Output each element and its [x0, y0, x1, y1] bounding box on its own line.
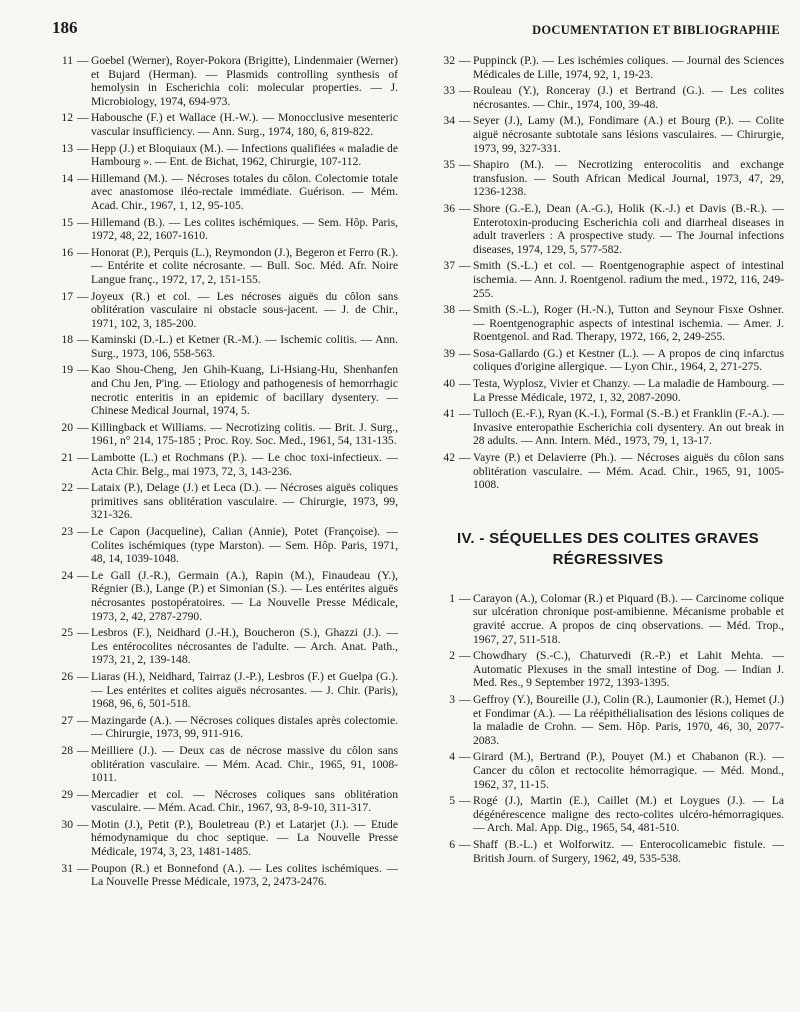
reference-number: 20: [61, 420, 73, 434]
reference-dash: —: [459, 837, 471, 851]
reference-text: Le Gall (J.-R.), Germain (A.), Rapin (M.), Finaudeau (Y.), Régnier (B.), Lange (P.) et Simonian (S.). — Les entérites aiguës nécrosantes postopératoires. — La Nouvelle Presse Médicale, 1973, 2, 42, 2787-2790.: [91, 568, 398, 623]
reference-entry: [50, 788, 398, 815]
reference-dash: —: [459, 114, 471, 128]
reference-text: Lataix (P.), Delage (J.) et Leca (D.). — Nécroses aiguës coliques primitives sans oblitération vasculaire. — Chirurgie, 1973, 99, 321-326.: [91, 481, 398, 522]
reference-dash: —: [77, 451, 89, 465]
reference-entry: [50, 290, 398, 331]
reference-number: 21: [61, 451, 73, 465]
reference-entry: [50, 818, 398, 859]
reference-text: Puppinck (P.). — Les ischémies coliques. — Journal des Sciences Médicales de Lille, 1974, 92, 1, 19-23.: [473, 54, 784, 81]
reference-dash: —: [77, 713, 89, 727]
reference-text: Hillemand (M.). — Nécroses totales du côlon. Colectomie totale avec anastomose iléo-rectale immédiate. Guérison. — Mém. Acad. Chir., 1967, 1, 12, 95-105.: [91, 171, 398, 212]
reference-entry: [50, 421, 398, 448]
reference-dash: —: [459, 259, 471, 273]
reference-dash: —: [77, 111, 89, 125]
reference-text: Mazingarde (A.). — Nécroses coliques distales après colectomie. — Chirurgie, 1973, 99, 911-916.: [91, 713, 398, 741]
reference-number: 12: [61, 111, 73, 125]
reference-entry: [50, 451, 398, 478]
reference-text: Seyer (J.), Lamy (M.), Fondimare (A.) et Bourg (P.). — Colite aiguë nécrosante subtotale sans lésions vasculaires. — Chirurgie, 1973, 99, 327-331.: [473, 114, 784, 155]
right-references: [432, 54, 784, 492]
reference-number: 24: [61, 568, 73, 582]
reference-text: Sosa-Gallardo (G.) et Kestner (L.). — A propos de cinq infarctus coliques d'origine allergique. — Lyon Chir., 1964, 2, 271-275.: [473, 346, 784, 374]
reference-entry: [432, 114, 784, 155]
reference-dash: —: [77, 171, 89, 185]
reference-number: 23: [61, 525, 73, 538]
reference-text: Geffroy (Y.), Boureille (J.), Colin (R.), Laumonier (R.), Hemet (J.) et Fondimar (A.). — La réépithélialisation des lésions coliques de la maladie de Crohn. — Sem. Hôp. Paris, 1970, 46, 30, 2077-2083.: [473, 692, 784, 747]
reference-number: 29: [61, 787, 73, 801]
reference-entry: [50, 626, 398, 667]
reference-entry: [432, 592, 784, 646]
reference-number: 5: [449, 794, 455, 808]
reference-dash: —: [459, 158, 471, 172]
reference-dash: —: [77, 333, 89, 347]
reference-dash: —: [77, 54, 89, 67]
reference-number: 6: [449, 837, 455, 851]
reference-text: Le Capon (Jacqueline), Calian (Annie), Potet (Françoise). — Colites ischémiques (type Marston). — Sem. Hôp. Paris, 1971, 48, 14, 1039-1048.: [91, 525, 398, 566]
reference-dash: —: [459, 84, 471, 98]
reference-entry: [432, 84, 784, 111]
reference-number: 25: [61, 626, 73, 640]
reference-text: Chowdhary (S.-C.), Chaturvedi (R.-P.) et Lahit Mehta. — Automatic Plexuses in the small intestine of Dog. — Indian J. Med. Res., 9 September 1972, 1393-1395.: [473, 649, 784, 690]
reference-dash: —: [77, 289, 89, 303]
reference-dash: —: [459, 649, 471, 663]
reference-number: 26: [61, 669, 73, 683]
reference-text: Shapiro (M.). — Necrotizing enterocolitis and exchange transfusion. — South African Medical Journal, 1973, 47, 29, 1236-1238.: [473, 158, 784, 199]
reference-dash: —: [77, 525, 89, 538]
reference-text: Poupon (R.) et Bonnefond (A.). — Les colites ischémiques. — La Nouvelle Presse Médicale, 1973, 2, 2473-2476.: [91, 861, 398, 889]
reference-dash: —: [77, 420, 89, 434]
reference-dash: —: [77, 861, 89, 875]
reference-dash: —: [459, 346, 471, 360]
reference-text: Killingback et Williams. — Necrotizing colitis. — Brit. J. Surg., 1961, n° 214, 175-185 ; Proc. Roy. Soc. Med., 1961, 54, 131-135.: [91, 420, 398, 448]
reference-dash: —: [459, 201, 471, 215]
reference-dash: —: [77, 669, 89, 683]
section-heading-line1: IV. - SÉQUELLES DES COLITES GRAVES: [457, 529, 759, 547]
reference-number: 2: [449, 649, 455, 663]
reference-number: 11: [61, 54, 73, 67]
reference-number: 41: [443, 407, 455, 421]
reference-entry: [50, 246, 398, 287]
reference-entry: [50, 744, 398, 785]
reference-number: 17: [61, 289, 73, 303]
reference-text: Carayon (A.), Colomar (R.) et Piquard (B.). — Carcinome colique sur ulcération chronique post-amibienne. Mécanisme probable et gravité accrue. A propos de cinq observations. — Méd. Trop., 1967, 27, 511-518.: [473, 591, 784, 646]
reference-dash: —: [459, 591, 471, 605]
reference-text: Kao Shou-Cheng, Jen Ghih-Kuang, Li-Hsiang-Hu, Shenhanfen and Chu Jen, P'ing. — Etiology and pathogenesis of hemorrhagic necrotic enteritis in an epidemic of bacillary dysentery. — Chinese Medical Journal, 1974, 5.: [91, 363, 398, 418]
reference-number: 37: [443, 259, 455, 273]
reference-entry: [50, 363, 398, 417]
reference-dash: —: [77, 481, 89, 495]
reference-entry: [50, 216, 398, 243]
reference-dash: —: [77, 743, 89, 757]
reference-number: 39: [443, 346, 455, 360]
reference-dash: —: [77, 568, 89, 582]
reference-dash: —: [459, 451, 471, 465]
reference-number: 18: [61, 333, 73, 347]
section-heading: [432, 528, 784, 570]
reference-entry: [50, 862, 398, 889]
reference-dash: —: [77, 817, 89, 831]
reference-entry: [432, 838, 784, 865]
reference-entry: [50, 525, 398, 566]
reference-text: Rogé (J.), Martin (E.), Caillet (M.) et Loygues (J.). — La dégénérescence maligne des recto-colites ulcéro-hémorragiques. — Arch. Mal. App. Dig., 1965, 54, 481-510.: [473, 794, 784, 835]
reference-number: 13: [61, 141, 73, 155]
reference-number: 28: [61, 743, 73, 757]
reference-text: Rouleau (Y.), Ronceray (J.) et Bertrand (G.). — Les colites nécrosantes. — Chir., 1974, 100, 39-48.: [473, 84, 784, 111]
reference-dash: —: [77, 363, 89, 377]
reference-number: 16: [61, 245, 73, 259]
reference-dash: —: [459, 377, 471, 391]
reference-entry: [50, 569, 398, 623]
reference-text: Kaminski (D.-L.) et Ketner (R.-M.). — Ischemic colitis. — Ann. Surg., 1973, 106, 558-563.: [91, 333, 398, 360]
reference-entry: [432, 750, 784, 791]
reference-text: Habousche (F.) et Wallace (H.-W.). — Monocclusive mesenteric vascular insufficiency. — Ann. Surg., 1974, 180, 6, 819-822.: [91, 111, 398, 138]
reference-dash: —: [77, 215, 89, 229]
reference-number: 33: [443, 84, 455, 98]
reference-entry: [432, 158, 784, 199]
reference-text: Vayre (P.) et Delavierre (Ph.). — Nécroses aiguës du côlon sans oblitération vasculaire. — Mém. Acad. Chir., 1965, 91, 1005-1008.: [473, 451, 784, 492]
reference-entry: [432, 649, 784, 690]
reference-number: 30: [61, 817, 73, 831]
left-column: [50, 54, 398, 892]
reference-dash: —: [459, 303, 471, 317]
reference-number: 32: [443, 54, 455, 67]
reference-text: Hillemand (B.). — Les colites ischémiques. — Sem. Hôp. Paris, 1972, 48, 22, 1607-1610.: [91, 215, 398, 243]
reference-dash: —: [77, 626, 89, 640]
page-number: 186: [52, 18, 78, 37]
reference-text: Lesbros (F.), Neidhard (J.-H.), Boucheron (S.), Ghazzi (J.). — Les entérocolites nécrosantes de l'adulte. — Arch. Anat. Path., 1973, 21, 2, 139-148.: [91, 626, 398, 667]
reference-entry: [432, 451, 784, 492]
section-heading-line2: RÉGRESSIVES: [552, 550, 664, 568]
reference-entry: [50, 670, 398, 711]
reference-number: 3: [449, 692, 455, 706]
reference-number: 4: [449, 750, 455, 764]
reference-entry: [432, 54, 784, 81]
reference-entry: [432, 693, 784, 747]
reference-entry: [50, 172, 398, 213]
reference-text: Girard (M.), Bertrand (P.), Pouyet (M.) et Chabanon (R.). — Cancer du côlon et rectocolite hémorragique. — Méd. Mond., 1962, 37, 11-15.: [473, 750, 784, 791]
reference-number: 42: [443, 451, 455, 465]
reference-dash: —: [77, 141, 89, 155]
running-head: DOCUMENTATION ET BIBLIOGRAPHIE: [532, 23, 780, 37]
reference-text: Honorat (P.), Perquis (L.), Reymondon (J.), Begeron et Ferro (R.). — Entérite et colite nécrosante. — Bull. Soc. Méd. Afr. Noire Langue franç., 1972, 17, 2, 151-155.: [91, 245, 398, 286]
reference-text: Tulloch (E.-F.), Ryan (K.-I.), Formal (S.-B.) et Franklin (F.-A.). — Invasive enteropathie Escherichia coli dysentery. An out break in 28 adults. — Ann. Intern. Méd., 1973, 79, 1, 13-17.: [473, 407, 784, 448]
reference-text: Shore (G.-E.), Dean (A.-G.), Holik (K.-J.) et Davis (B.-R.). — Enterotoxin-producing Escherichia coli and diarrheal diseases in adult traverlers : A prospective study. — The Journal infections diseases, 1974, 129, 5, 577-582.: [473, 201, 784, 256]
reference-number: 15: [61, 215, 73, 229]
reference-entry: [432, 377, 784, 404]
reference-text: Liaras (H.), Neidhard, Tairraz (J.-P.), Lesbros (F.) et Guelpa (G.). — Les entérites et colites aiguës nécrosantes. — J. Chir. (Paris), 1968, 96, 6, 501-518.: [91, 669, 398, 711]
reference-number: 36: [443, 201, 455, 215]
reference-text: Shaff (B.-L.) et Wolforwitz. — Enterocolicamebic fistule. — British Journ. of Surgery, 1962, 49, 535-538.: [473, 837, 784, 865]
reference-entry: [50, 54, 398, 108]
reference-dash: —: [77, 245, 89, 259]
reference-entry: [50, 142, 398, 169]
reference-number: 22: [61, 481, 73, 495]
reference-entry: [50, 111, 398, 138]
reference-entry: [432, 794, 784, 835]
section-references: [432, 592, 784, 865]
reference-dash: —: [459, 407, 471, 421]
reference-entry: [432, 303, 784, 344]
reference-dash: —: [459, 54, 471, 67]
reference-number: 38: [443, 303, 455, 317]
reference-entry: [432, 202, 784, 256]
reference-text: Lambotte (L.) et Rochmans (P.). — Le choc toxi-infectieux. — Acta Chir. Belg., mai 1973, 72, 3, 143-236.: [91, 451, 398, 478]
reference-text: Smith (S.-L.), Roger (H.-N.), Tutton and Seynour Fisxe Oshner. — Roentgenographic aspects of intestinal ischemia. — Amer. J. Roentgenol. and Rad. Therapy, 1972, 166, 2, 249-255.: [473, 303, 784, 344]
reference-text: Goebel (Werner), Royer-Pokora (Brigitte), Lindenmaier (Werner) et Bujard (Herman). — Plasmids controlling synthesis of hemolysin in Escherichia coli: molecular properties. — J. Microbiology, 1974, 694-973.: [91, 54, 398, 108]
reference-entry: [50, 481, 398, 522]
reference-entry: [432, 259, 784, 300]
reference-text: Meilliere (J.). — Deux cas de nécrose massive du côlon sans oblitération vasculaire. — Mém. Acad. Chir., 1965, 91, 1008-1011.: [91, 743, 398, 785]
reference-text: Mercadier et col. — Nécroses coliques sans oblitération vasculaire. — Mém. Acad. Chir., 1967, 93, 8-9-10, 311-317.: [91, 787, 398, 815]
reference-dash: —: [459, 750, 471, 764]
reference-dash: —: [459, 794, 471, 808]
reference-number: 1: [449, 591, 455, 605]
reference-number: 34: [443, 114, 455, 128]
right-column: [432, 54, 784, 868]
reference-number: 31: [61, 861, 73, 875]
reference-number: 40: [443, 377, 455, 391]
reference-text: Motin (J.), Petit (P.), Bouletreau (P.) et Latarjet (J.). — Etude hémodynamique du choc septique. — La Nouvelle Presse Médicale, 1974, 3, 23, 1481-1485.: [91, 817, 398, 859]
reference-entry: [50, 333, 398, 360]
reference-dash: —: [459, 692, 471, 706]
reference-text: Hepp (J.) et Bloquiaux (M.). — Infections qualifiées « maladie de Hambourg ». — Ent. de Bichat, 1962, Chirurgie, 107-112.: [91, 141, 398, 169]
reference-entry: [432, 407, 784, 448]
reference-entry: [432, 347, 784, 374]
reference-number: 19: [61, 363, 73, 377]
reference-number: 27: [61, 713, 73, 727]
reference-text: Smith (S.-L.) et col. — Roentgenographie aspect of intestinal ischemia. — Ann. J. Roentgenol. radium the med., 1972, 116, 249-255.: [473, 259, 784, 300]
reference-text: Joyeux (R.) et col. — Les nécroses aiguës du côlon sans oblitération vasculaire ni obstacle sous-jacent. — J. de Chir., 1971, 102, 3, 185-200.: [91, 289, 398, 330]
reference-number: 14: [61, 171, 73, 185]
reference-dash: —: [77, 787, 89, 801]
reference-text: Testa, Wyplosz, Vivier et Chanzy. — La maladie de Hambourg. — La Presse Médicale, 1972, 1, 32, 2087-2090.: [473, 377, 784, 404]
reference-number: 35: [443, 158, 455, 172]
reference-entry: [50, 714, 398, 741]
